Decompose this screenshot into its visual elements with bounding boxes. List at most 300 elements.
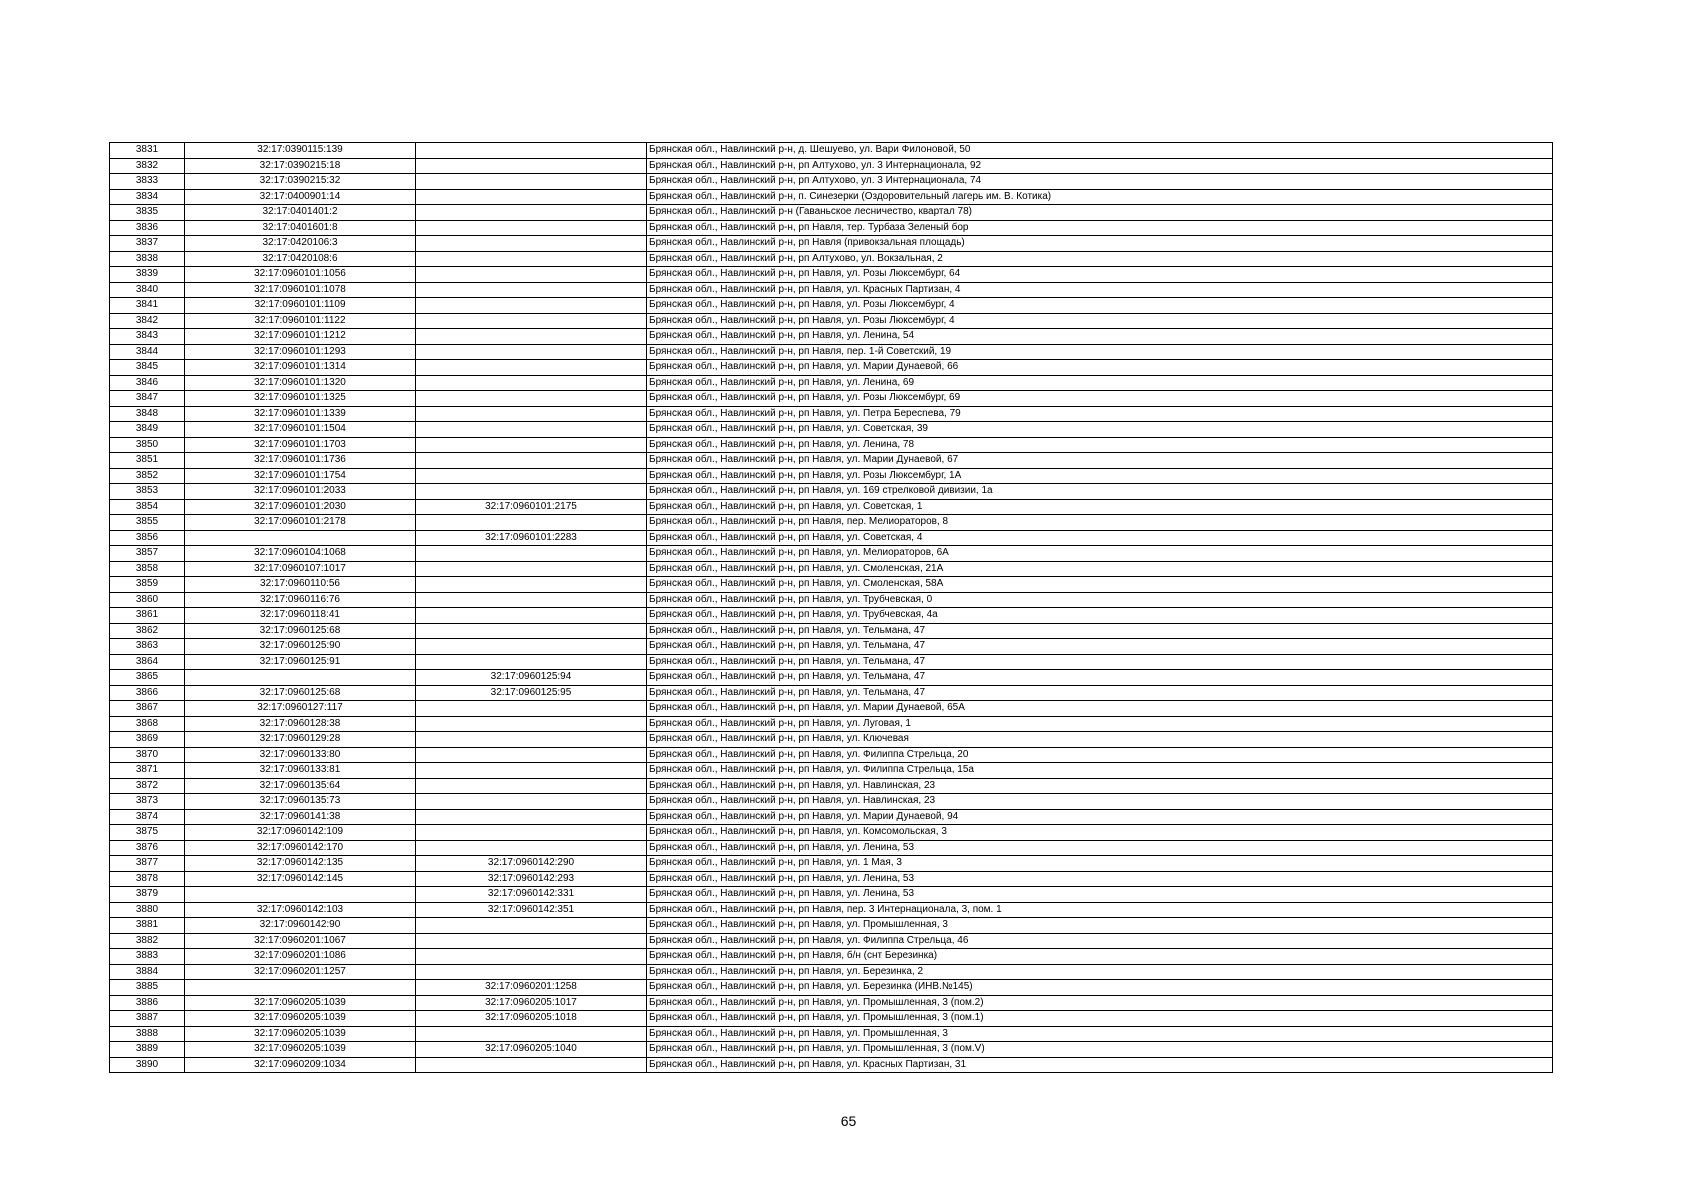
cadastral-number-cell: 32:17:0960101:2030 <box>185 499 416 515</box>
row-number-cell: 3883 <box>110 949 185 965</box>
row-number-cell: 3884 <box>110 964 185 980</box>
cadastral-number-cell: 32:17:0960125:68 <box>185 685 416 701</box>
cadastral-number-cell: 32:17:0960125:90 <box>185 639 416 655</box>
linked-cadastral-number-cell: 32:17:0960205:1040 <box>416 1042 647 1058</box>
cadastral-number-cell: 32:17:0960101:1703 <box>185 437 416 453</box>
address-cell: Брянская обл., Навлинский р-н, рп Навля, ул. Ленина, 53 <box>647 887 1553 903</box>
address-cell: Брянская обл., Навлинский р-н, рп Навля, ул. Трубчевская, 4а <box>647 608 1553 624</box>
row-number-cell: 3865 <box>110 670 185 686</box>
linked-cadastral-number-cell <box>416 577 647 593</box>
cadastral-number-cell: 32:17:0960118:41 <box>185 608 416 624</box>
linked-cadastral-number-cell <box>416 437 647 453</box>
table-row <box>110 267 1553 283</box>
table-row <box>110 778 1553 794</box>
row-number-cell: 3858 <box>110 561 185 577</box>
address-cell: Брянская обл., Навлинский р-н, рп Навля, ул. Марии Дунаевой, 66 <box>647 360 1553 376</box>
address-cell: Брянская обл., Навлинский р-н, рп Навля, ул. Красных Партизан, 31 <box>647 1057 1553 1073</box>
cadastral-number-cell: 32:17:0960201:1067 <box>185 933 416 949</box>
cadastral-number-cell: 32:17:0960101:1212 <box>185 329 416 345</box>
linked-cadastral-number-cell <box>416 623 647 639</box>
cadastral-number-cell: 32:17:0960101:1754 <box>185 468 416 484</box>
property-table <box>109 142 1553 1073</box>
table-row <box>110 1026 1553 1042</box>
cadastral-number-cell: 32:17:0401601:8 <box>185 220 416 236</box>
cadastral-number-cell: 32:17:0960101:1056 <box>185 267 416 283</box>
address-cell: Брянская обл., Навлинский р-н, п. Синезерки (Оздоровительный лагерь им. В. Котика) <box>647 189 1553 205</box>
row-number-cell: 3889 <box>110 1042 185 1058</box>
table-row <box>110 375 1553 391</box>
linked-cadastral-number-cell: 32:17:0960101:2175 <box>416 499 647 515</box>
row-number-cell: 3854 <box>110 499 185 515</box>
linked-cadastral-number-cell <box>416 809 647 825</box>
cadastral-number-cell: 32:17:0960205:1039 <box>185 1026 416 1042</box>
cadastral-number-cell: 32:17:0960125:68 <box>185 623 416 639</box>
linked-cadastral-number-cell <box>416 918 647 934</box>
table-row <box>110 422 1553 438</box>
cadastral-number-cell: 32:17:0960101:2178 <box>185 515 416 531</box>
row-number-cell: 3857 <box>110 546 185 562</box>
cadastral-number-cell: 32:17:0401401:2 <box>185 205 416 221</box>
address-cell: Брянская обл., Навлинский р-н, рп Навля, ул. Тельмана, 47 <box>647 654 1553 670</box>
linked-cadastral-number-cell <box>416 949 647 965</box>
table-row <box>110 608 1553 624</box>
cadastral-number-cell: 32:17:0960142:103 <box>185 902 416 918</box>
cadastral-number-cell: 32:17:0960101:1293 <box>185 344 416 360</box>
linked-cadastral-number-cell: 32:17:0960142:351 <box>416 902 647 918</box>
linked-cadastral-number-cell: 32:17:0960142:290 <box>416 856 647 872</box>
address-cell: Брянская обл., Навлинский р-н, рп Навля, ул. Розы Люксембург, 64 <box>647 267 1553 283</box>
row-number-cell: 3867 <box>110 701 185 717</box>
cadastral-number-cell: 32:17:0960142:109 <box>185 825 416 841</box>
linked-cadastral-number-cell: 32:17:0960125:95 <box>416 685 647 701</box>
table-row <box>110 220 1553 236</box>
table-row <box>110 623 1553 639</box>
table-row <box>110 1011 1553 1027</box>
cadastral-number-cell: 32:17:0960104:1068 <box>185 546 416 562</box>
table-row <box>110 716 1553 732</box>
address-cell: Брянская обл., Навлинский р-н, рп Навля, ул. Ленина, 69 <box>647 375 1553 391</box>
cadastral-number-cell: 32:17:0960129:28 <box>185 732 416 748</box>
linked-cadastral-number-cell <box>416 732 647 748</box>
cadastral-number-cell <box>185 980 416 996</box>
linked-cadastral-number-cell <box>416 747 647 763</box>
table-row <box>110 1042 1553 1058</box>
table-row <box>110 251 1553 267</box>
linked-cadastral-number-cell <box>416 158 647 174</box>
row-number-cell: 3868 <box>110 716 185 732</box>
table-row <box>110 794 1553 810</box>
cadastral-number-cell: 32:17:0960135:73 <box>185 794 416 810</box>
address-cell: Брянская обл., Навлинский р-н, рп Навля, ул. Смоленская, 21А <box>647 561 1553 577</box>
table-row <box>110 856 1553 872</box>
address-cell: Брянская обл., Навлинский р-н, рп Навля, ул. Филиппа Стрельца, 20 <box>647 747 1553 763</box>
table-row <box>110 887 1553 903</box>
linked-cadastral-number-cell: 32:17:0960142:293 <box>416 871 647 887</box>
linked-cadastral-number-cell <box>416 825 647 841</box>
row-number-cell: 3871 <box>110 763 185 779</box>
cadastral-number-cell: 32:17:0960205:1039 <box>185 995 416 1011</box>
linked-cadastral-number-cell <box>416 251 647 267</box>
table-row <box>110 329 1553 345</box>
linked-cadastral-number-cell <box>416 701 647 717</box>
linked-cadastral-number-cell: 32:17:0960101:2283 <box>416 530 647 546</box>
address-cell: Брянская обл., Навлинский р-н, рп Навля, ул. Смоленская, 58А <box>647 577 1553 593</box>
table-row <box>110 174 1553 190</box>
row-number-cell: 3856 <box>110 530 185 546</box>
address-cell: Брянская обл., Навлинский р-н, рп Навля, ул. Тельмана, 47 <box>647 670 1553 686</box>
table-row <box>110 933 1553 949</box>
address-cell: Брянская обл., Навлинский р-н, рп Навля, ул. Промышленная, 3 <box>647 918 1553 934</box>
cadastral-number-cell: 32:17:0960125:91 <box>185 654 416 670</box>
table-row <box>110 918 1553 934</box>
table-row <box>110 980 1553 996</box>
linked-cadastral-number-cell <box>416 515 647 531</box>
linked-cadastral-number-cell <box>416 840 647 856</box>
address-cell: Брянская обл., Навлинский р-н, рп Алтухово, ул. 3 Интернационала, 74 <box>647 174 1553 190</box>
row-number-cell: 3850 <box>110 437 185 453</box>
linked-cadastral-number-cell <box>416 205 647 221</box>
cadastral-number-cell: 32:17:0960209:1034 <box>185 1057 416 1073</box>
linked-cadastral-number-cell <box>416 298 647 314</box>
address-cell: Брянская обл., Навлинский р-н, рп Навля, пер. 3 Интернационала, 3, пом. 1 <box>647 902 1553 918</box>
row-number-cell: 3866 <box>110 685 185 701</box>
linked-cadastral-number-cell <box>416 143 647 159</box>
address-cell: Брянская обл., Навлинский р-н, рп Навля, ул. 169 стрелковой дивизии, 1а <box>647 484 1553 500</box>
cadastral-number-cell: 32:17:0960142:90 <box>185 918 416 934</box>
table-row <box>110 670 1553 686</box>
address-cell: Брянская обл., Навлинский р-н, рп Навля, пер. Мелиораторов, 8 <box>647 515 1553 531</box>
cadastral-number-cell: 32:17:0960205:1039 <box>185 1011 416 1027</box>
address-cell: Брянская обл., Навлинский р-н, рп Навля, ул. Трубчевская, 0 <box>647 592 1553 608</box>
row-number-cell: 3840 <box>110 282 185 298</box>
address-cell: Брянская обл., Навлинский р-н, рп Навля, ул. Тельмана, 47 <box>647 623 1553 639</box>
cadastral-number-cell: 32:17:0960101:1736 <box>185 453 416 469</box>
table-row <box>110 685 1553 701</box>
cadastral-number-cell: 32:17:0960142:170 <box>185 840 416 856</box>
row-number-cell: 3872 <box>110 778 185 794</box>
row-number-cell: 3870 <box>110 747 185 763</box>
row-number-cell: 3844 <box>110 344 185 360</box>
table-row <box>110 515 1553 531</box>
address-cell: Брянская обл., Навлинский р-н, рп Навля, ул. Советская, 39 <box>647 422 1553 438</box>
row-number-cell: 3855 <box>110 515 185 531</box>
table-row <box>110 949 1553 965</box>
table-row <box>110 453 1553 469</box>
table-row <box>110 825 1553 841</box>
table-row <box>110 313 1553 329</box>
cadastral-number-cell: 32:17:0960201:1257 <box>185 964 416 980</box>
row-number-cell: 3846 <box>110 375 185 391</box>
cadastral-number-cell: 32:17:0390115:139 <box>185 143 416 159</box>
address-cell: Брянская обл., Навлинский р-н, рп Навля, ул. Промышленная, 3 (пом.2) <box>647 995 1553 1011</box>
row-number-cell: 3835 <box>110 205 185 221</box>
row-number-cell: 3863 <box>110 639 185 655</box>
cadastral-number-cell: 32:17:0960101:1078 <box>185 282 416 298</box>
cadastral-number-cell <box>185 670 416 686</box>
linked-cadastral-number-cell <box>416 360 647 376</box>
table-row <box>110 902 1553 918</box>
linked-cadastral-number-cell <box>416 716 647 732</box>
linked-cadastral-number-cell <box>416 313 647 329</box>
address-cell: Брянская обл., Навлинский р-н, рп Навля, ул. Промышленная, 3 (пом.1) <box>647 1011 1553 1027</box>
table-row <box>110 499 1553 515</box>
row-number-cell: 3834 <box>110 189 185 205</box>
address-cell: Брянская обл., Навлинский р-н, рп Навля, ул. Навлинская, 23 <box>647 794 1553 810</box>
address-cell: Брянская обл., Навлинский р-н, рп Навля, ул. Советская, 1 <box>647 499 1553 515</box>
table-row <box>110 143 1553 159</box>
table-row <box>110 189 1553 205</box>
linked-cadastral-number-cell <box>416 236 647 252</box>
address-cell: Брянская обл., Навлинский р-н, рп Навля, ул. Промышленная, 3 (пом.V) <box>647 1042 1553 1058</box>
table-row <box>110 732 1553 748</box>
linked-cadastral-number-cell <box>416 375 647 391</box>
address-cell: Брянская обл., Навлинский р-н, рп Навля, ул. Ленина, 53 <box>647 871 1553 887</box>
row-number-cell: 3848 <box>110 406 185 422</box>
linked-cadastral-number-cell <box>416 794 647 810</box>
address-cell: Брянская обл., Навлинский р-н, рп Навля, ул. Розы Люксембург, 4 <box>647 298 1553 314</box>
linked-cadastral-number-cell <box>416 763 647 779</box>
cadastral-number-cell: 32:17:0960128:38 <box>185 716 416 732</box>
row-number-cell: 3849 <box>110 422 185 438</box>
cadastral-number-cell: 32:17:0390215:32 <box>185 174 416 190</box>
address-cell: Брянская обл., Навлинский р-н, рп Навля, ул. Ленина, 78 <box>647 437 1553 453</box>
table-row <box>110 654 1553 670</box>
row-number-cell: 3862 <box>110 623 185 639</box>
cadastral-number-cell: 32:17:0400901:14 <box>185 189 416 205</box>
linked-cadastral-number-cell <box>416 406 647 422</box>
row-number-cell: 3874 <box>110 809 185 825</box>
row-number-cell: 3842 <box>110 313 185 329</box>
cadastral-number-cell: 32:17:0960101:1504 <box>185 422 416 438</box>
address-cell: Брянская обл., Навлинский р-н, рп Навля, ул. Филиппа Стрельца, 15а <box>647 763 1553 779</box>
cadastral-number-cell: 32:17:0960142:145 <box>185 871 416 887</box>
cadastral-number-cell: 32:17:0960101:1339 <box>185 406 416 422</box>
linked-cadastral-number-cell: 32:17:0960125:94 <box>416 670 647 686</box>
row-number-cell: 3880 <box>110 902 185 918</box>
row-number-cell: 3873 <box>110 794 185 810</box>
address-cell: Брянская обл., Навлинский р-н, рп Навля, ул. Навлинская, 23 <box>647 778 1553 794</box>
cadastral-number-cell: 32:17:0960133:81 <box>185 763 416 779</box>
linked-cadastral-number-cell <box>416 561 647 577</box>
address-cell: Брянская обл., Навлинский р-н, рп Навля, ул. Марии Дунаевой, 65А <box>647 701 1553 717</box>
address-cell: Брянская обл., Навлинский р-н, рп Навля, ул. Филиппа Стрельца, 46 <box>647 933 1553 949</box>
linked-cadastral-number-cell <box>416 639 647 655</box>
linked-cadastral-number-cell <box>416 592 647 608</box>
cadastral-number-cell: 32:17:0960101:1122 <box>185 313 416 329</box>
address-cell: Брянская обл., Навлинский р-н, рп Навля, ул. Мелиораторов, 6А <box>647 546 1553 562</box>
address-cell: Брянская обл., Навлинский р-н, рп Навля, ул. Березинка, 2 <box>647 964 1553 980</box>
address-cell: Брянская обл., Навлинский р-н, рп Навля, ул. Розы Люксембург, 69 <box>647 391 1553 407</box>
table-row <box>110 360 1553 376</box>
row-number-cell: 3837 <box>110 236 185 252</box>
cadastral-number-cell <box>185 887 416 903</box>
linked-cadastral-number-cell <box>416 174 647 190</box>
table-row <box>110 437 1553 453</box>
row-number-cell: 3861 <box>110 608 185 624</box>
cadastral-number-cell: 32:17:0960201:1086 <box>185 949 416 965</box>
row-number-cell: 3852 <box>110 468 185 484</box>
address-cell: Брянская обл., Навлинский р-н, рп Навля, ул. Ключевая <box>647 732 1553 748</box>
row-number-cell: 3860 <box>110 592 185 608</box>
row-number-cell: 3838 <box>110 251 185 267</box>
row-number-cell: 3859 <box>110 577 185 593</box>
row-number-cell: 3887 <box>110 1011 185 1027</box>
row-number-cell: 3881 <box>110 918 185 934</box>
address-cell: Брянская обл., Навлинский р-н, рп Навля, ул. 1 Мая, 3 <box>647 856 1553 872</box>
row-number-cell: 3845 <box>110 360 185 376</box>
linked-cadastral-number-cell <box>416 453 647 469</box>
row-number-cell: 3836 <box>110 220 185 236</box>
linked-cadastral-number-cell <box>416 778 647 794</box>
row-number-cell: 3839 <box>110 267 185 283</box>
address-cell: Брянская обл., Навлинский р-н, рп Навля, ул. Петра Бересnева, 79 <box>647 406 1553 422</box>
address-cell: Брянская обл., Навлинский р-н, рп Навля, ул. Красных Партизан, 4 <box>647 282 1553 298</box>
row-number-cell: 3877 <box>110 856 185 872</box>
table-row <box>110 995 1553 1011</box>
table-row <box>110 964 1553 980</box>
cadastral-number-cell: 32:17:0960141:38 <box>185 809 416 825</box>
linked-cadastral-number-cell <box>416 1026 647 1042</box>
row-number-cell: 3847 <box>110 391 185 407</box>
row-number-cell: 3869 <box>110 732 185 748</box>
linked-cadastral-number-cell <box>416 484 647 500</box>
address-cell: Брянская обл., Навлинский р-н, рп Навля, ул. Тельмана, 47 <box>647 639 1553 655</box>
linked-cadastral-number-cell <box>416 391 647 407</box>
linked-cadastral-number-cell <box>416 189 647 205</box>
address-cell: Брянская обл., Навлинский р-н, рп Навля, ул. Ленина, 53 <box>647 840 1553 856</box>
address-cell: Брянская обл., Навлинский р-н, рп Навля, ул. Советская, 4 <box>647 530 1553 546</box>
table-row <box>110 561 1553 577</box>
cadastral-number-cell: 32:17:0960116:76 <box>185 592 416 608</box>
table-row <box>110 298 1553 314</box>
linked-cadastral-number-cell: 32:17:0960142:331 <box>416 887 647 903</box>
cadastral-number-cell <box>185 530 416 546</box>
row-number-cell: 3876 <box>110 840 185 856</box>
row-number-cell: 3886 <box>110 995 185 1011</box>
table-row <box>110 1057 1553 1073</box>
table-row <box>110 391 1553 407</box>
table-row <box>110 747 1553 763</box>
row-number-cell: 3879 <box>110 887 185 903</box>
table-row <box>110 592 1553 608</box>
address-cell: Брянская обл., Навлинский р-н, рп Навля, ул. Розы Люксембург, 1А <box>647 468 1553 484</box>
linked-cadastral-number-cell <box>416 964 647 980</box>
cadastral-number-cell: 32:17:0960205:1039 <box>185 1042 416 1058</box>
row-number-cell: 3888 <box>110 1026 185 1042</box>
table-row <box>110 406 1553 422</box>
linked-cadastral-number-cell <box>416 267 647 283</box>
linked-cadastral-number-cell <box>416 1057 647 1073</box>
table-row <box>110 763 1553 779</box>
linked-cadastral-number-cell <box>416 282 647 298</box>
row-number-cell: 3843 <box>110 329 185 345</box>
row-number-cell: 3841 <box>110 298 185 314</box>
linked-cadastral-number-cell <box>416 344 647 360</box>
table-row <box>110 468 1553 484</box>
row-number-cell: 3833 <box>110 174 185 190</box>
cadastral-number-cell: 32:17:0960101:2033 <box>185 484 416 500</box>
table-row <box>110 809 1553 825</box>
row-number-cell: 3832 <box>110 158 185 174</box>
table-row <box>110 871 1553 887</box>
cadastral-number-cell: 32:17:0960127:117 <box>185 701 416 717</box>
address-cell: Брянская обл., Навлинский р-н, рп Навля, б/н (снт Березинка) <box>647 949 1553 965</box>
address-cell: Брянская обл., Навлинский р-н, рп Навля, ул. Ленина, 54 <box>647 329 1553 345</box>
address-cell: Брянская обл., Навлинский р-н, рп Навля, ул. Луговая, 1 <box>647 716 1553 732</box>
row-number-cell: 3878 <box>110 871 185 887</box>
linked-cadastral-number-cell <box>416 654 647 670</box>
address-cell: Брянская обл., Навлинский р-н, рп Навля, ул. Марии Дунаевой, 94 <box>647 809 1553 825</box>
address-cell: Брянская обл., Навлинский р-н, рп Алтухово, ул. 3 Интернационала, 92 <box>647 158 1553 174</box>
row-number-cell: 3890 <box>110 1057 185 1073</box>
cadastral-number-cell: 32:17:0420106:3 <box>185 236 416 252</box>
address-cell: Брянская обл., Навлинский р-н (Гаваньское лесничество, квартал 78) <box>647 205 1553 221</box>
cadastral-number-cell: 32:17:0960101:1109 <box>185 298 416 314</box>
linked-cadastral-number-cell <box>416 220 647 236</box>
table-row <box>110 546 1553 562</box>
linked-cadastral-number-cell: 32:17:0960205:1017 <box>416 995 647 1011</box>
cadastral-number-cell: 32:17:0960110:56 <box>185 577 416 593</box>
address-cell: Брянская обл., Навлинский р-н, д. Шешуево, ул. Вари Филоновой, 50 <box>647 143 1553 159</box>
address-cell: Брянская обл., Навлинский р-н, рп Навля, тер. Турбаза Зеленый бор <box>647 220 1553 236</box>
cadastral-number-cell: 32:17:0420108:6 <box>185 251 416 267</box>
address-cell: Брянская обл., Навлинский р-н, рп Навля, ул. Комсомольская, 3 <box>647 825 1553 841</box>
row-number-cell: 3864 <box>110 654 185 670</box>
table-row <box>110 236 1553 252</box>
cadastral-number-cell: 32:17:0960107:1017 <box>185 561 416 577</box>
linked-cadastral-number-cell <box>416 933 647 949</box>
cadastral-number-cell: 32:17:0390215:18 <box>185 158 416 174</box>
linked-cadastral-number-cell <box>416 468 647 484</box>
cadastral-number-cell: 32:17:0960142:135 <box>185 856 416 872</box>
table-row <box>110 577 1553 593</box>
address-cell: Брянская обл., Навлинский р-н, рп Навля, пер. 1-й Советский, 19 <box>647 344 1553 360</box>
address-cell: Брянская обл., Навлинский р-н, рп Навля, ул. Марии Дунаевой, 67 <box>647 453 1553 469</box>
address-cell: Брянская обл., Навлинский р-н, рп Навля, ул. Березинка (ИНВ.№145) <box>647 980 1553 996</box>
address-cell: Брянская обл., Навлинский р-н, рп Навля, ул. Розы Люксембург, 4 <box>647 313 1553 329</box>
table-row <box>110 840 1553 856</box>
linked-cadastral-number-cell: 32:17:0960201:1258 <box>416 980 647 996</box>
cadastral-number-cell: 32:17:0960101:1325 <box>185 391 416 407</box>
linked-cadastral-number-cell <box>416 422 647 438</box>
table-row <box>110 344 1553 360</box>
linked-cadastral-number-cell <box>416 329 647 345</box>
address-cell: Брянская обл., Навлинский р-н, рп Навля (привокзальная площадь) <box>647 236 1553 252</box>
address-cell: Брянская обл., Навлинский р-н, рп Навля, ул. Тельмана, 47 <box>647 685 1553 701</box>
row-number-cell: 3875 <box>110 825 185 841</box>
cadastral-number-cell: 32:17:0960135:64 <box>185 778 416 794</box>
address-cell: Брянская обл., Навлинский р-н, рп Навля, ул. Промышленная, 3 <box>647 1026 1553 1042</box>
linked-cadastral-number-cell: 32:17:0960205:1018 <box>416 1011 647 1027</box>
page-number: 65 <box>840 1113 857 1129</box>
row-number-cell: 3851 <box>110 453 185 469</box>
table-row <box>110 158 1553 174</box>
table-row <box>110 205 1553 221</box>
table-row <box>110 282 1553 298</box>
cadastral-number-cell: 32:17:0960133:80 <box>185 747 416 763</box>
table-row <box>110 530 1553 546</box>
linked-cadastral-number-cell <box>416 546 647 562</box>
linked-cadastral-number-cell <box>416 608 647 624</box>
table-row <box>110 701 1553 717</box>
table-row <box>110 484 1553 500</box>
row-number-cell: 3853 <box>110 484 185 500</box>
property-table-body <box>110 143 1553 1073</box>
address-cell: Брянская обл., Навлинский р-н, рп Алтухово, ул. Вокзальная, 2 <box>647 251 1553 267</box>
row-number-cell: 3882 <box>110 933 185 949</box>
row-number-cell: 3885 <box>110 980 185 996</box>
cadastral-number-cell: 32:17:0960101:1320 <box>185 375 416 391</box>
